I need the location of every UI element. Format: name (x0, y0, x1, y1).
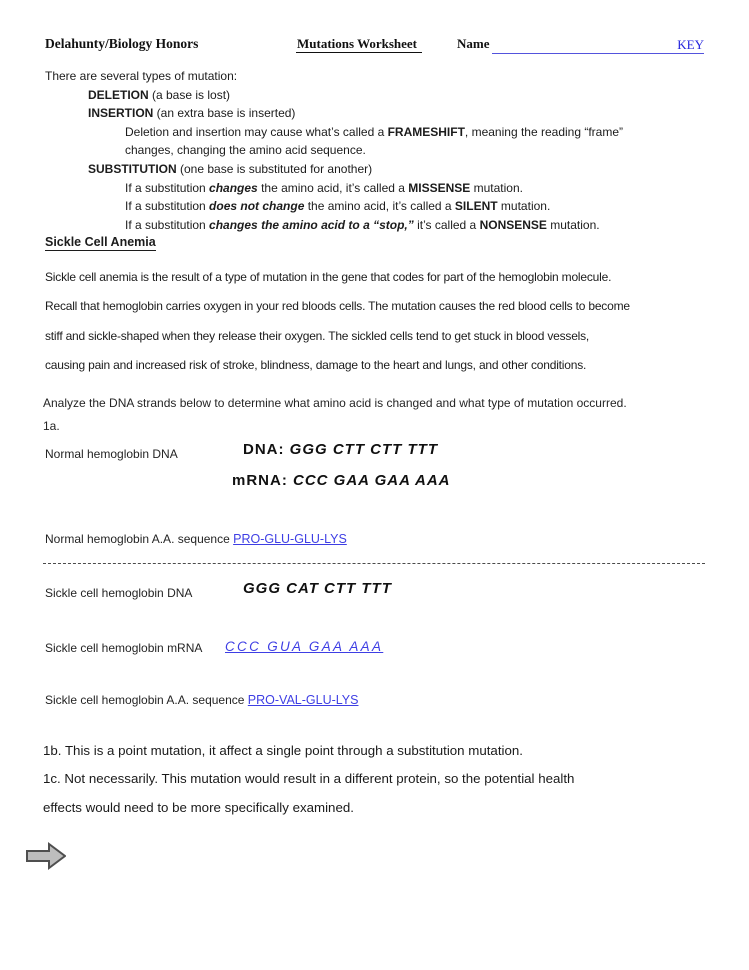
normal-aa-answer: PRO-GLU-GLU-LYS (233, 532, 347, 546)
question-1a-label: 1a. (43, 419, 60, 433)
answer-key-label: KEY (677, 37, 704, 52)
sickle-cell-paragraph (45, 263, 630, 380)
sickle-mrna-answer: CCC GUA GAA AAA (225, 639, 384, 654)
sickle-dna-label: Sickle cell hemoglobin DNA (45, 586, 193, 600)
nonsense-line: If a substitution changes the amino acid to a “stop,” it’s called a NONSENSE mutation. (125, 217, 600, 232)
paragraph-line: stiff and sickle-shaped when they release their oxygen. The sickled cells tend to get stuck in blood vessels, (45, 328, 590, 343)
section-divider (43, 563, 705, 564)
normal-dna-sequence: DNA: GGG CTT CTT TTT (243, 441, 438, 458)
missense-line: If a substitution changes the amino acid, it’s called a MISSENSE mutation. (125, 180, 523, 195)
substitution-line: SUBSTITUTION (one base is substituted for another) (88, 161, 373, 176)
deletion-line: DELETION (a base is lost) (88, 87, 231, 102)
sickle-mrna-label: Sickle cell hemoglobin mRNA (45, 641, 203, 655)
course-title: Delahunty/Biology Honors (45, 36, 199, 51)
paragraph-line: Recall that hemoglobin carries oxygen in your red bloods cells. The mutation causes the red blood cells to become (45, 299, 630, 314)
section-heading-sickle-cell: Sickle Cell Anemia (45, 235, 156, 249)
frameshift-line-2: changes, changing the amino acid sequence. (125, 143, 366, 158)
question-instruction: Analyze the DNA strands below to determine what amino acid is changed and what type of mutation occurred. (43, 396, 627, 410)
name-blank-line (492, 36, 704, 54)
answer-1c (43, 765, 574, 822)
intro-line: There are several types of mutation: (45, 69, 238, 83)
answer-1b: 1b. This is a point mutation, it affect a single point through a substitution mutation. (43, 743, 523, 758)
sickle-dna-sequence: GGG CAT CTT TTT (243, 580, 392, 597)
paragraph-line: causing pain and increased risk of stroke, blindness, damage to the heart and lungs, and other conditions. (45, 357, 587, 372)
sickle-aa-answer: PRO-VAL-GLU-LYS (247, 693, 359, 707)
page-title (296, 36, 422, 52)
normal-dna-label: Normal hemoglobin DNA (45, 447, 178, 461)
sickle-aa-row: Sickle cell hemoglobin A.A. sequence PRO-VAL-GLU-LYS (45, 693, 359, 707)
insertion-line: INSERTION (an extra base is inserted) (88, 106, 296, 121)
answer-1c-line: effects would need to be more specifically examined. (43, 799, 354, 815)
frameshift-line-1: Deletion and insertion may cause what’s called a FRAMESHIFT, meaning the reading “frame” (125, 124, 624, 139)
normal-mrna-sequence: mRNA: CCC GAA GAA AAA (232, 472, 451, 489)
block-arrow-right-icon (26, 841, 66, 871)
page-title-text: Mutations Worksheet (296, 36, 422, 53)
name-label: Name (457, 36, 490, 51)
silent-line: If a substitution does not change the amino acid, it’s called a SILENT mutation. (125, 199, 551, 214)
paragraph-line: Sickle cell anemia is the result of a type of mutation in the gene that codes for part of the hemoglobin molecule. (45, 270, 612, 284)
mutation-types-list (45, 67, 725, 234)
normal-aa-row: Normal hemoglobin A.A. sequence PRO-GLU-GLU-LYS (45, 532, 347, 546)
answer-1c-line: 1c. Not necessarily. This mutation would result in a different protein, so the potential health (43, 771, 575, 786)
